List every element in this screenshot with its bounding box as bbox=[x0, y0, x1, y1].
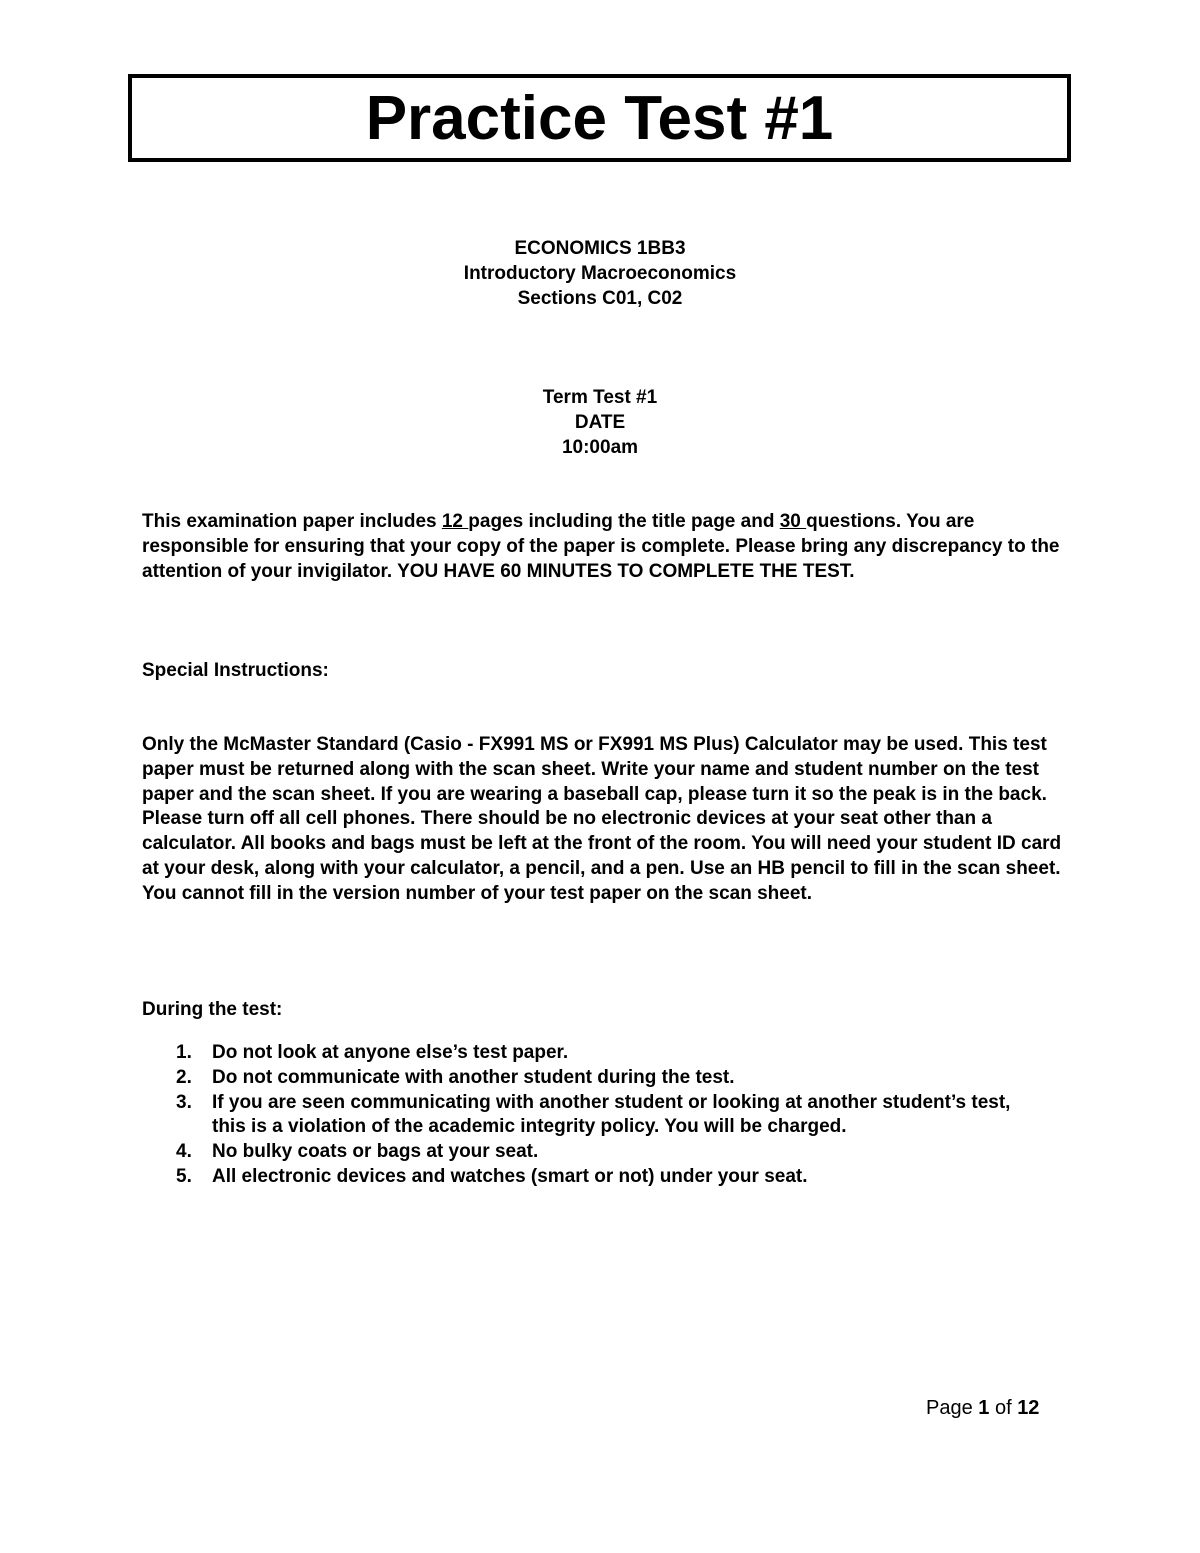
course-code: ECONOMICS 1BB3 bbox=[514, 238, 686, 259]
test-date: DATE bbox=[574, 412, 626, 433]
rule-text: Do not look at anyone else’s test paper. bbox=[212, 1042, 569, 1063]
list-item bbox=[142, 1165, 1042, 1190]
special-instructions-text: Only the McMaster Standard (Casio - FX991 MS or FX991 MS Plus) Calculator may be used. This test paper must be returned along with the scan sheet. Write your name and student number on the test paper and the scan sheet. If you are wearing a baseball cap, please turn it so the peak is in the back. Please turn off all cell phones. There should be no electronic devices at your seat other than a calculator. All books and bags must be left at the front of the room. You will need your student ID card at your desk, along with your calculator, a pencil, and a pen. Use an HB pencil to fill in the scan sheet. You cannot fill in the version number of your test paper on the scan sheet. bbox=[142, 734, 1062, 904]
list-item bbox=[142, 1041, 1042, 1066]
pages-count: 12 bbox=[441, 511, 469, 532]
test-time: 10:00am bbox=[561, 437, 639, 458]
rule-number: 4. bbox=[176, 1141, 192, 1163]
during-test-heading: During the test: bbox=[142, 999, 283, 1020]
test-name: Term Test #1 bbox=[542, 387, 658, 408]
intro-part2: pages including the title page and bbox=[468, 511, 780, 532]
special-instructions-heading: Special Instructions: bbox=[142, 660, 329, 681]
rule-number: 3. bbox=[176, 1091, 192, 1113]
rules-list bbox=[142, 1041, 1042, 1190]
page-number-footer bbox=[926, 1397, 1039, 1420]
questions-count: 30 bbox=[779, 511, 807, 532]
course-sections: Sections C01, C02 bbox=[517, 288, 683, 309]
intro-part3: questions. You are responsible for ensuring that your copy of the paper is complete. Please bring any discrepancy to the attention of your invigilator. YOU HAVE 60 MINUTES TO COMPLETE THE TEST. bbox=[142, 511, 1060, 582]
rule-number: 1. bbox=[176, 1042, 192, 1063]
rule-number: 2. bbox=[176, 1066, 192, 1088]
rule-text: If you are seen communicating with another student or looking at another student’s test, this is a violation of the academic integrity policy. You will be charged. bbox=[212, 1091, 1011, 1138]
title-box bbox=[128, 74, 1071, 162]
page-word: Page bbox=[926, 1397, 979, 1419]
total-pages-number: 12 bbox=[1017, 1397, 1040, 1419]
list-item bbox=[142, 1066, 1042, 1091]
intro-paragraph bbox=[142, 510, 1062, 584]
current-page-number: 1 bbox=[978, 1397, 990, 1419]
course-name: Introductory Macroeconomics bbox=[463, 263, 737, 284]
rule-text: No bulky coats or bags at your seat. bbox=[212, 1141, 539, 1163]
course-info bbox=[0, 236, 1200, 311]
rule-text: All electronic devices and watches (smart or not) under your seat. bbox=[212, 1165, 808, 1187]
list-item bbox=[142, 1091, 1042, 1141]
page-title: Practice Test #1 bbox=[365, 83, 834, 153]
rule-number: 5. bbox=[176, 1165, 192, 1187]
intro-part1: This examination paper includes bbox=[142, 511, 442, 532]
of-word: of bbox=[989, 1397, 1018, 1419]
list-item bbox=[142, 1140, 1042, 1165]
test-info bbox=[0, 385, 1200, 460]
rule-text: Do not communicate with another student during the test. bbox=[212, 1066, 735, 1088]
